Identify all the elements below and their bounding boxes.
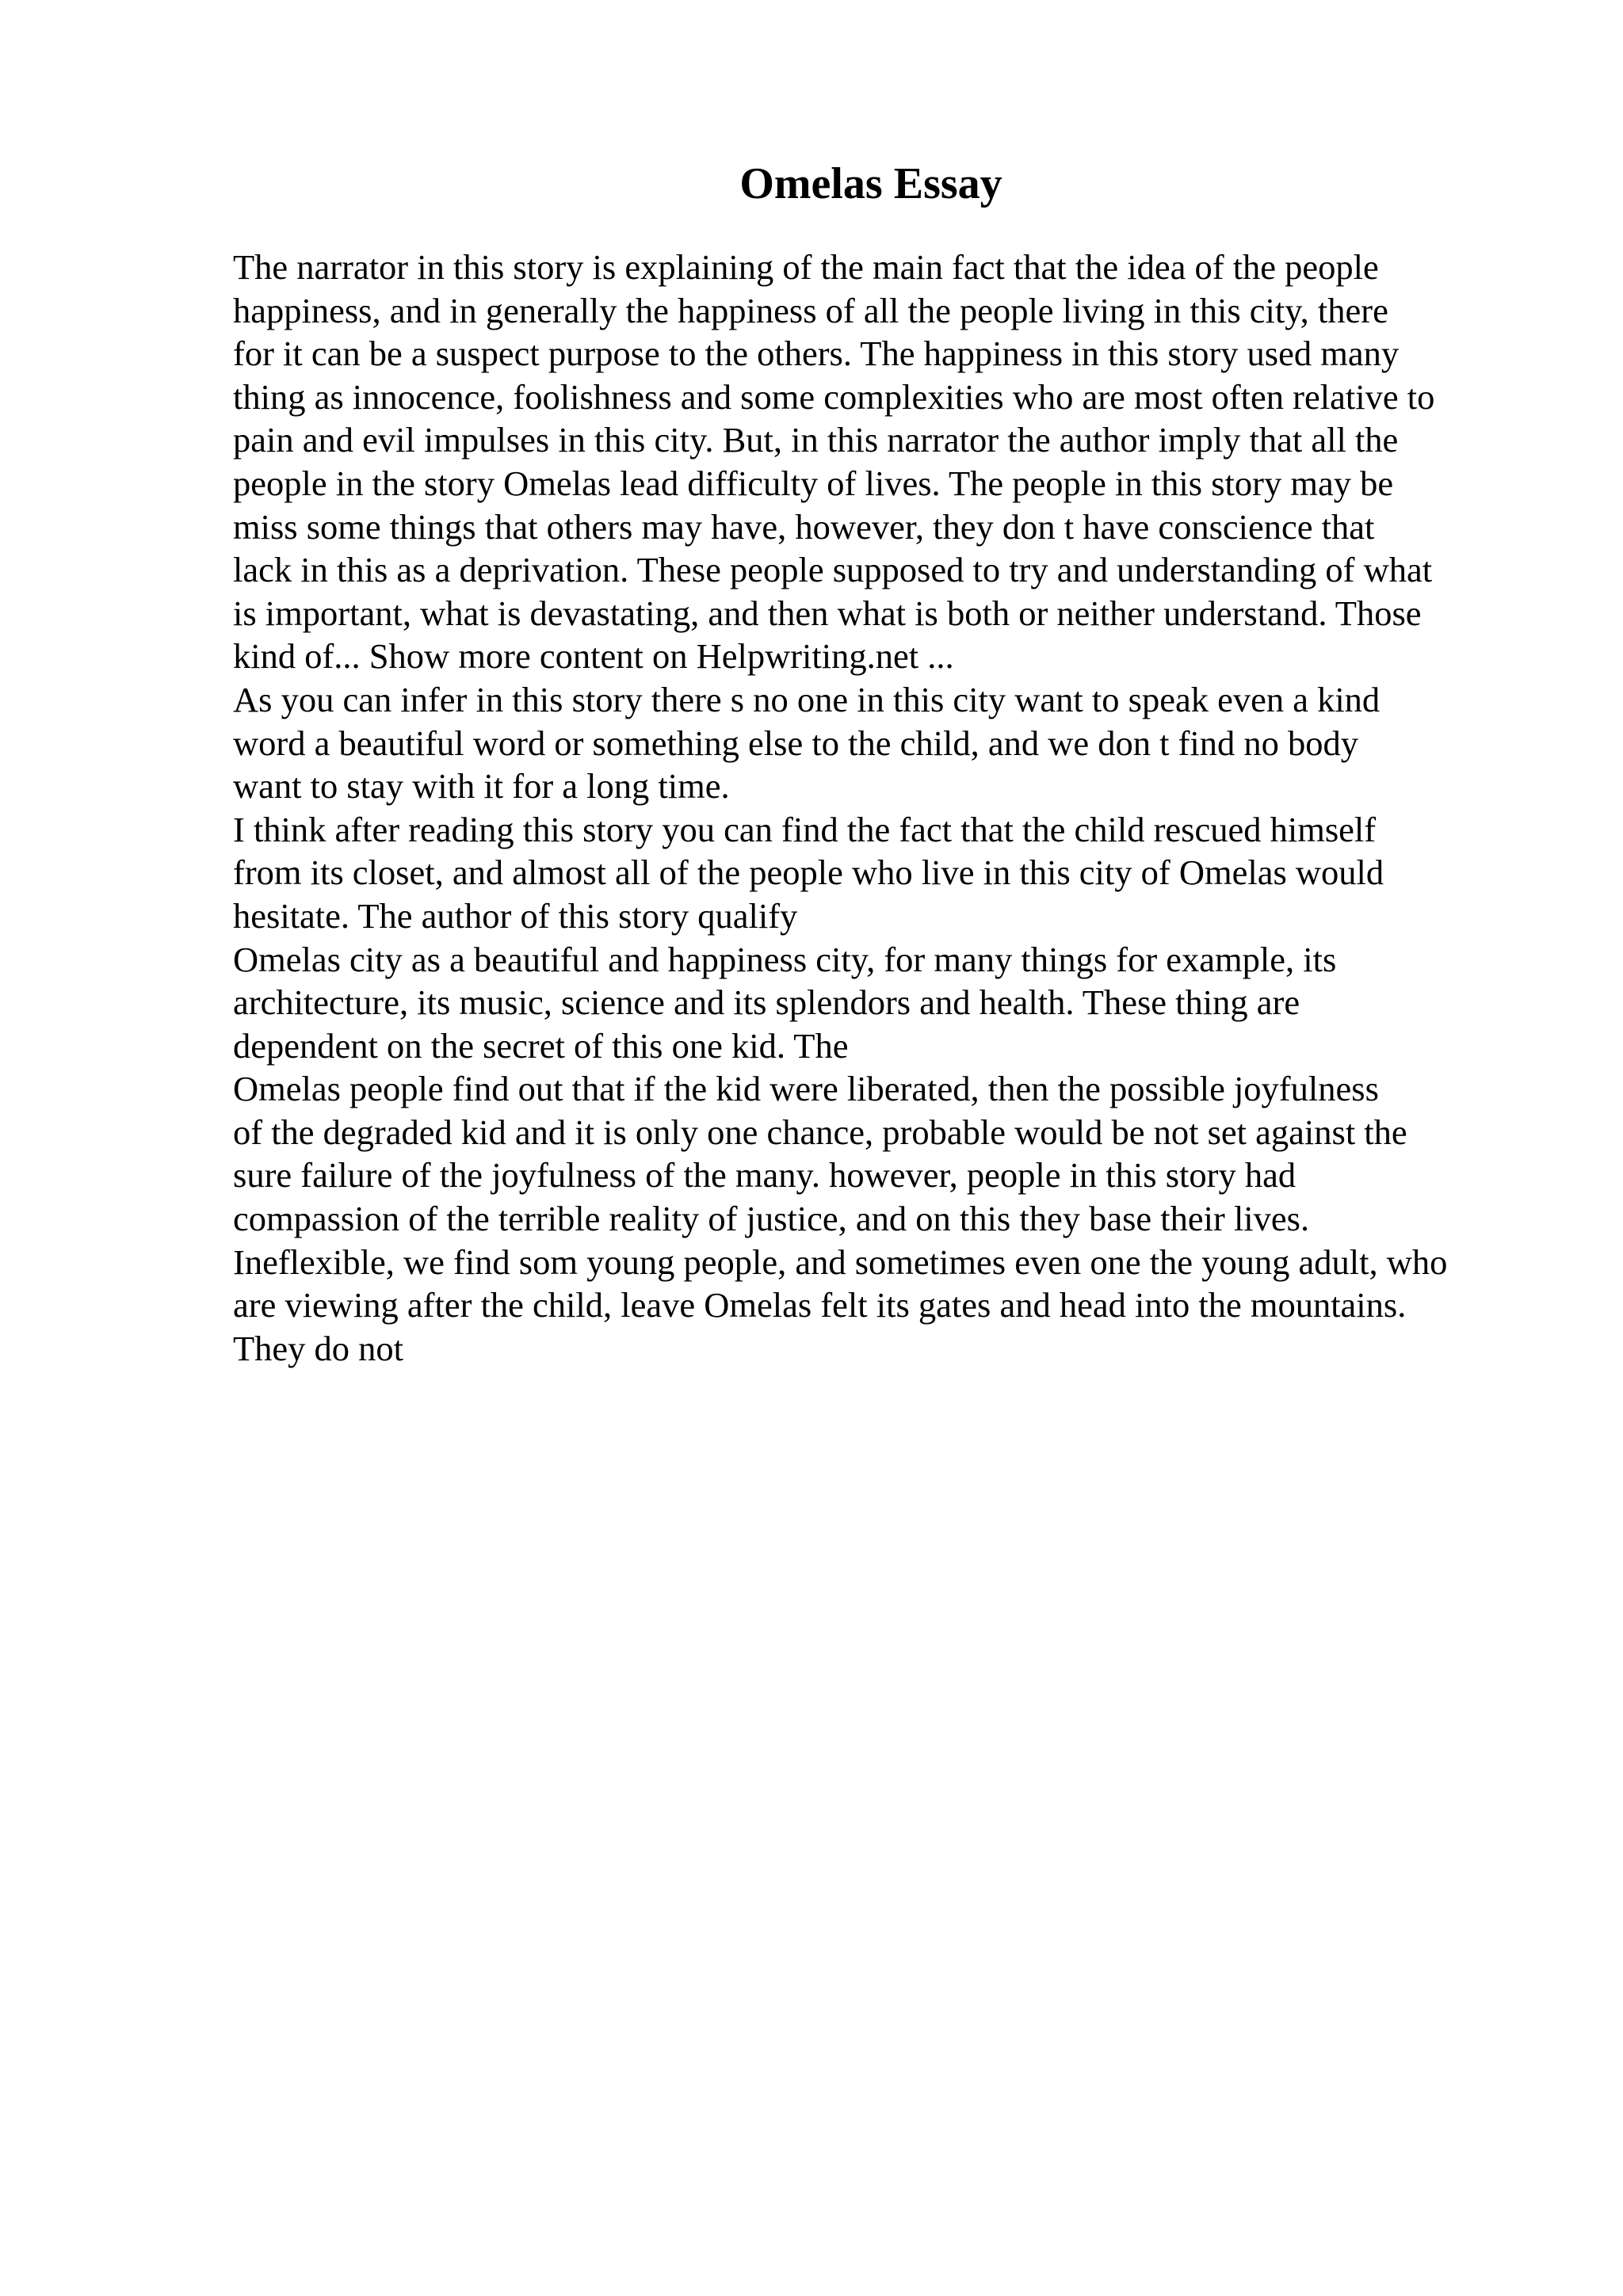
text-line: want to stay with it for a long time. (233, 766, 730, 807)
text-line: thing as innocence, foolishness and some complexities who are most often relative to (233, 376, 1435, 417)
text-line: They do not (233, 1328, 404, 1368)
text-line: are viewing after the child, leave Omelas felt its gates and head into the mountains. (233, 1285, 1407, 1325)
text-line: of the degraded kid and it is only one chance, probable would be not set against the (233, 1112, 1407, 1152)
text-line: dependent on the secret of this one kid. The (233, 1025, 849, 1066)
text-line: Omelas city as a beautiful and happiness city, for many things for example, its (233, 939, 1337, 979)
text-line: architecture, its music, science and its splendors and health. These thing are (233, 982, 1300, 1023)
text-line: for it can be a suspect purpose to the others. The happiness in this story used many (233, 334, 1400, 374)
text-line: kind of... Show more content on Helpwriting.net ... (233, 636, 954, 677)
text-line: I think after reading this story you can find the fact that the child rescued himself (233, 809, 1377, 849)
text-line: As you can infer in this story there s no one in this city want to speak even a kind (233, 679, 1381, 719)
text-line: compassion of the terrible reality of justice, and on this they base their lives. (233, 1199, 1310, 1239)
text-line: Omelas people find out that if the kid were liberated, then the possible joyfulness (233, 1069, 1379, 1109)
page-title: Omelas Essay (739, 159, 1002, 208)
text-line: people in the story Omelas lead difficulty of lives. The people in this story may be (233, 463, 1394, 503)
text-line: hesitate. The author of this story qualify (233, 895, 798, 936)
text-line: from its closet, and almost all of the people who live in this city of Omelas would (233, 852, 1384, 893)
essay-body (233, 246, 1596, 1370)
text-line: Ineflexible, we find som young people, and sometimes even one the young adult, who (233, 1241, 1448, 1282)
text-line: is important, what is devastating, and then what is both or neither understand. Those (233, 593, 1422, 633)
text-line: pain and evil impulses in this city. But, in this narrator the author imply that all the (233, 420, 1399, 460)
text-line: happiness, and in generally the happiness of all the people living in this city, there (233, 290, 1388, 330)
text-line: miss some things that others may have, however, they don t have conscience that (233, 506, 1375, 547)
text-line: word a beautiful word or something else to the child, and we don t find no body (233, 723, 1359, 763)
text-line: lack in this as a deprivation. These people supposed to try and understanding of what (233, 550, 1433, 590)
text-line: The narrator in this story is explaining of the main fact that the idea of the people (233, 247, 1379, 287)
text-line: sure failure of the joyfulness of the many. however, people in this story had (233, 1155, 1296, 1196)
